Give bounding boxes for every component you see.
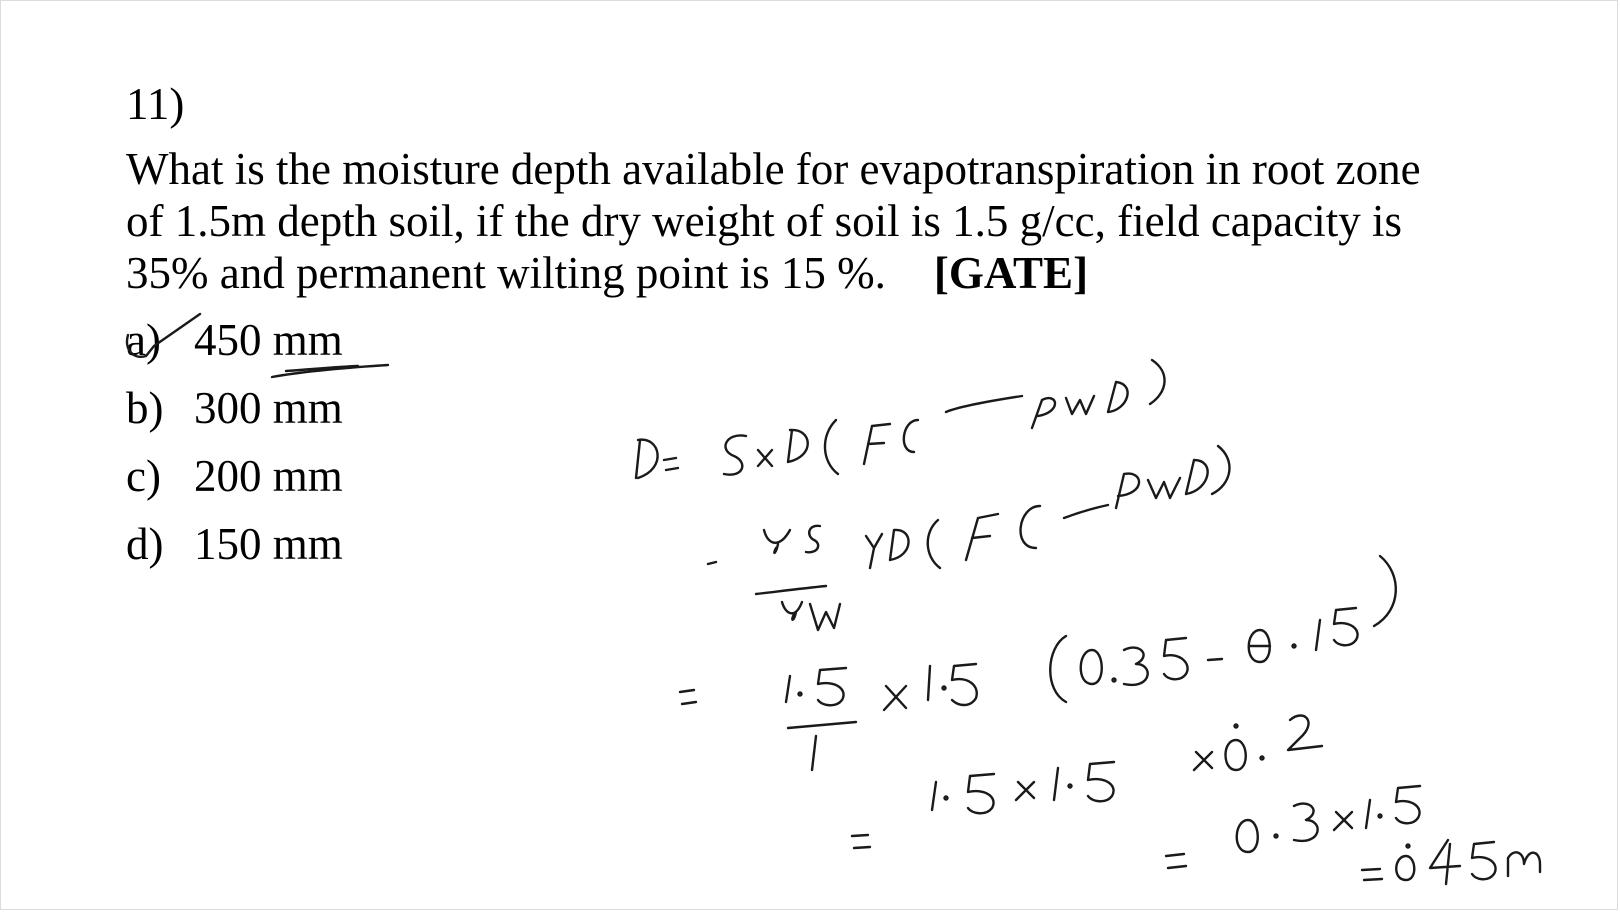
- question-line-1: What is the moisture depth available for evapotranspiration in root zone: [126, 144, 1421, 194]
- option-text: 450 mm: [194, 315, 343, 365]
- question-number: 11): [126, 79, 185, 129]
- exam-tag: [GATE]: [933, 248, 1089, 298]
- question-line-3: [126, 247, 1556, 299]
- answer-options: [126, 314, 343, 586]
- option-text: 300 mm: [194, 383, 343, 433]
- option-c: [126, 450, 343, 518]
- option-b: [126, 382, 343, 450]
- option-letter: a): [126, 315, 161, 365]
- option-letter: b): [126, 383, 164, 433]
- question-line-3-text: 35% and permanent wilting point is 15 %.: [126, 248, 886, 298]
- option-text: 200 mm: [194, 451, 343, 501]
- option-letter: d): [126, 519, 164, 569]
- option-text: 150 mm: [194, 519, 343, 569]
- option-letter: c): [126, 451, 161, 501]
- option-a: [126, 314, 343, 382]
- question-text: [126, 143, 1556, 299]
- option-d: [126, 518, 343, 586]
- question-line-2: of 1.5m depth soil, if the dry weight of soil is 1.5 g/cc, field capacity is: [126, 196, 1402, 246]
